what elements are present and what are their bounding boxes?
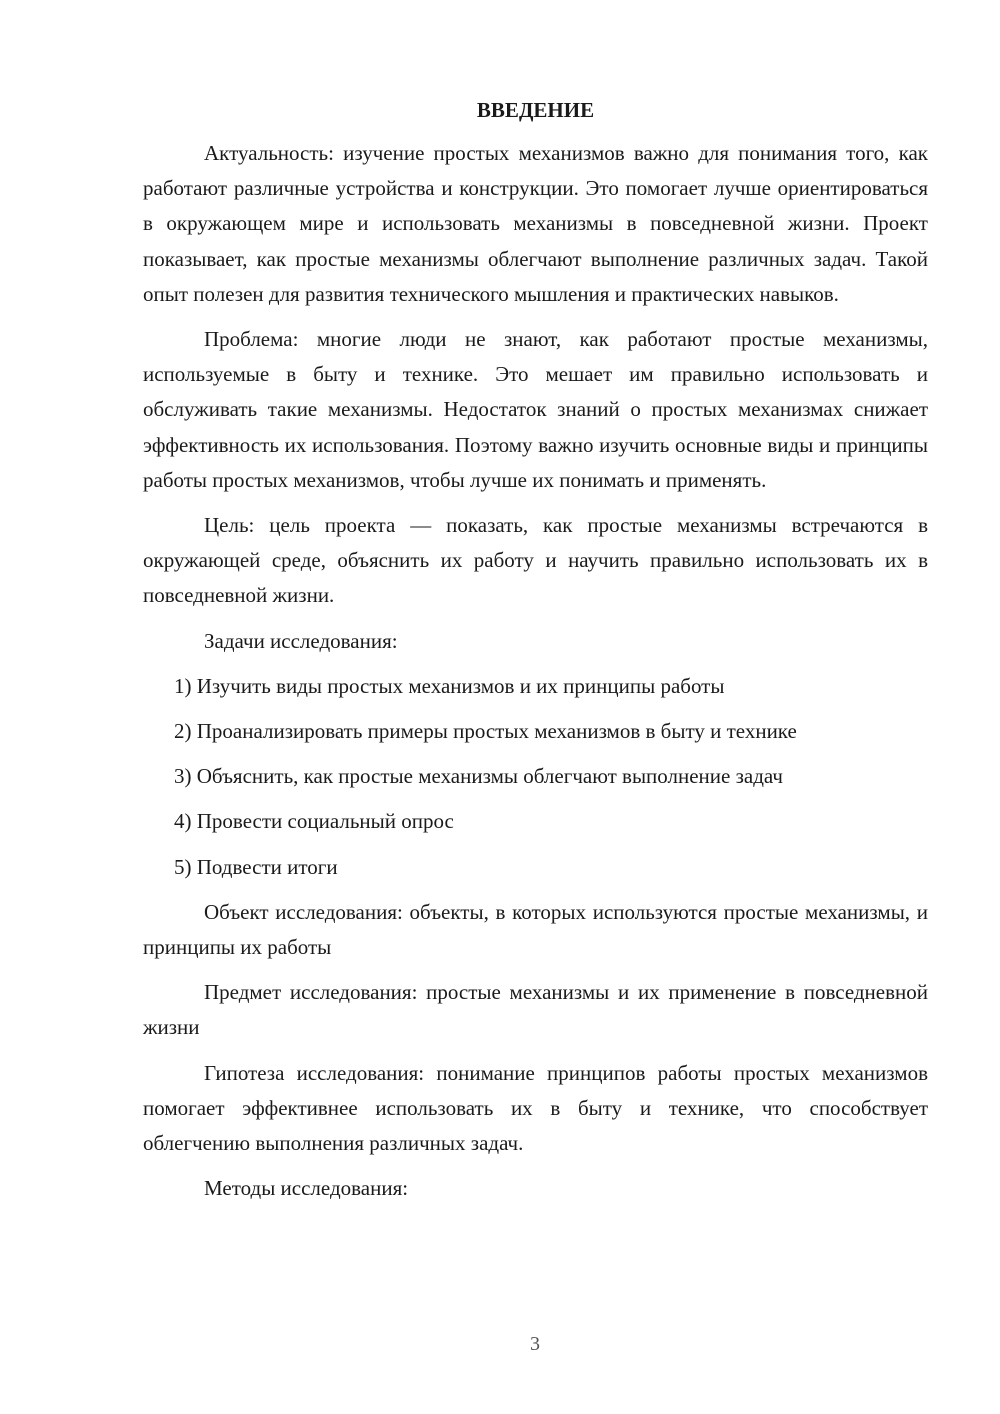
tasks-heading: Задачи исследования: bbox=[204, 628, 398, 653]
list-item: 5) Подвести итоги bbox=[174, 854, 338, 879]
list-item: 2) Проанализировать примеры простых механизмов в быту и технике bbox=[174, 719, 797, 744]
problem-paragraph: Проблема: многие люди не знают, как работают простые механизмы, используемые в быту и технике. Это мешает им правильно использовать и обслуживать такие механизмы. Недостаток знаний о простых механизмах снижает эффективность их использования. Поэтому важно изучить основные виды и принципы работы простых механизмов, чтобы лучше их понимать и применять. bbox=[143, 327, 928, 492]
list-item: 3) Объяснить, как простые механизмы облегчают выполнение задач bbox=[174, 764, 783, 789]
tasks-list bbox=[143, 669, 928, 885]
methods-heading: Методы исследования: bbox=[204, 1176, 409, 1201]
list-item: 1) Изучить виды простых механизмов и их принципы работы bbox=[174, 673, 725, 698]
page-number: 3 bbox=[530, 1333, 540, 1355]
relevance-paragraph: Актуальность: изучение простых механизмов важно для понимания того, как работают различные устройства и конструкции. Это помогает лучше ориентироваться в окружающем мире и использовать механизмы в повседневной жизни. Проект показывает, как простые механизмы облегчают выполнение различных задач. Такой опыт полезен для развития технического мышления и практических навыков. bbox=[143, 141, 928, 306]
section-title: ВВЕДЕНИЕ bbox=[476, 98, 595, 122]
list-item: 4) Провести социальный опрос bbox=[174, 809, 454, 834]
hypothesis-paragraph: Гипотеза исследования: понимание принципов работы простых механизмов помогает эффективнее использовать их в быту и технике, что способствует облегчению выполнения различных задач. bbox=[143, 1060, 928, 1156]
object-paragraph: Объект исследования: объекты, в которых используются простые механизмы, и принципы их работы bbox=[143, 899, 928, 960]
goal-paragraph: Цель: цель проекта — показать, как простые механизмы встречаются в окружающей среде, объяснить их работу и научить правильно использовать их в повседневной жизни. bbox=[143, 513, 928, 608]
subject-paragraph: Предмет исследования: простые механизмы и их применение в повседневной жизни bbox=[143, 980, 928, 1040]
document-page bbox=[143, 92, 928, 1216]
